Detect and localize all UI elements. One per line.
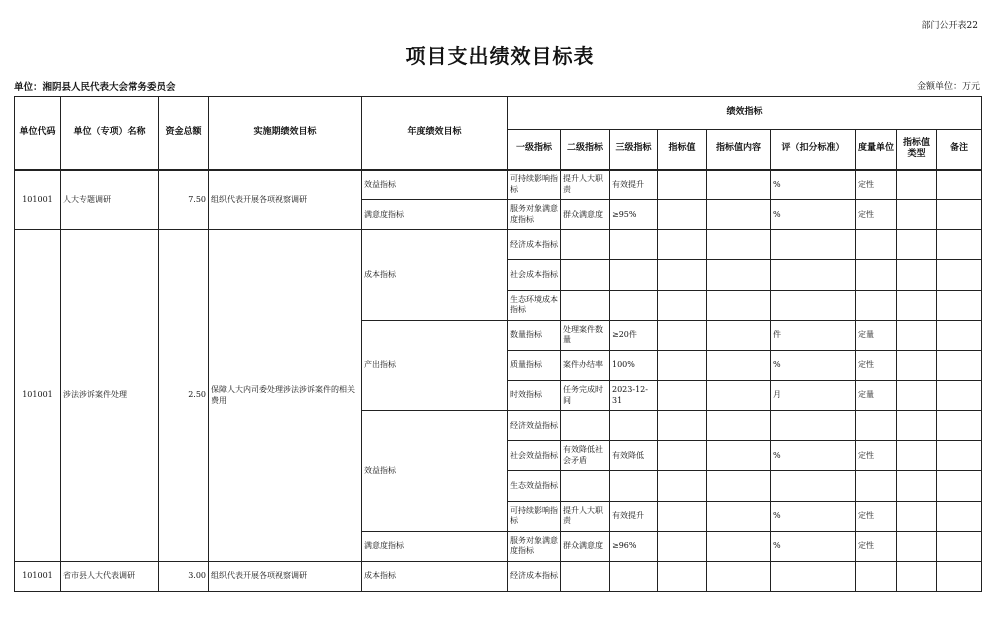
ind-value-content-cell xyxy=(707,350,771,380)
score-standard-cell: % xyxy=(771,350,856,380)
score-standard-cell xyxy=(771,561,856,591)
level3-cell: 2023-12-31 xyxy=(610,380,658,410)
ind-value-cell xyxy=(658,531,707,561)
level1-cell: 经济成本指标 xyxy=(508,561,561,591)
table-number-label: 部门公开表22 xyxy=(921,21,978,31)
indicator-type-cell: 定量 xyxy=(856,320,897,350)
col-measure-unit: 度量单位 xyxy=(856,130,897,170)
col-level2: 二级指标 xyxy=(561,130,610,170)
remark-cell xyxy=(937,170,982,200)
fund-total-cell: 7.50 xyxy=(159,170,209,230)
score-standard-cell: % xyxy=(771,170,856,200)
measure-cell xyxy=(897,230,937,260)
remark-cell xyxy=(937,230,982,260)
remark-cell xyxy=(937,471,982,501)
period-goal-cell: 组织代表开展各项视察调研 xyxy=(209,170,362,230)
level2-cell xyxy=(561,260,610,290)
level3-cell: ≥20件 xyxy=(610,320,658,350)
remark-cell xyxy=(937,501,982,531)
indicator-type-cell xyxy=(856,471,897,501)
level3-cell: ≥95% xyxy=(610,200,658,230)
level2-cell: 案件办结率 xyxy=(561,350,610,380)
col-unit-name: 单位（专项）名称 xyxy=(61,97,159,170)
level1-cell: 数量指标 xyxy=(508,320,561,350)
indicator-type-cell: 定性 xyxy=(856,531,897,561)
period-goal-cell: 组织代表开展各项视察调研 xyxy=(209,561,362,591)
score-standard-cell xyxy=(771,290,856,320)
level2-cell xyxy=(561,411,610,441)
indicator-type-cell: 定性 xyxy=(856,441,897,471)
score-standard-cell: % xyxy=(771,441,856,471)
measure-cell xyxy=(897,411,937,441)
remark-cell xyxy=(937,260,982,290)
ind-value-cell xyxy=(658,170,707,200)
measure-cell xyxy=(897,531,937,561)
remark-cell xyxy=(937,350,982,380)
level1-cell: 可持续影响指标 xyxy=(508,170,561,200)
annual-goal-cell: 成本指标 xyxy=(362,230,508,320)
col-unit-code: 单位代码 xyxy=(15,97,61,170)
level3-cell xyxy=(610,561,658,591)
col-fund-total: 资金总额 xyxy=(159,97,209,170)
level1-cell: 质量指标 xyxy=(508,350,561,380)
unit-code-cell: 101001 xyxy=(15,230,61,562)
col-indicator-type: 指标值类型 xyxy=(897,130,937,170)
ind-value-content-cell xyxy=(707,170,771,200)
level3-cell: 有效降低 xyxy=(610,441,658,471)
remark-cell xyxy=(937,561,982,591)
ind-value-content-cell xyxy=(707,411,771,441)
level3-cell: 有效提升 xyxy=(610,170,658,200)
score-standard-cell: % xyxy=(771,200,856,230)
level2-cell: 处理案件数量 xyxy=(561,320,610,350)
level2-cell xyxy=(561,230,610,260)
indicator-type-cell xyxy=(856,561,897,591)
annual-goal-cell: 成本指标 xyxy=(362,561,508,591)
table-row xyxy=(15,230,982,260)
indicator-type-cell: 定性 xyxy=(856,200,897,230)
remark-cell xyxy=(937,531,982,561)
ind-value-content-cell xyxy=(707,441,771,471)
table-header xyxy=(15,97,982,170)
remark-cell xyxy=(937,380,982,410)
ind-value-content-cell xyxy=(707,380,771,410)
col-level3: 三级指标 xyxy=(610,130,658,170)
unit-code-cell: 101001 xyxy=(15,170,61,230)
ind-value-content-cell xyxy=(707,501,771,531)
indicator-type-cell: 定性 xyxy=(856,350,897,380)
measure-cell xyxy=(897,380,937,410)
level3-cell: 100% xyxy=(610,350,658,380)
unit-name-cell: 人大专题调研 xyxy=(61,170,159,230)
level2-cell: 任务完成时间 xyxy=(561,380,610,410)
level1-cell: 可持续影响指标 xyxy=(508,501,561,531)
ind-value-content-cell xyxy=(707,531,771,561)
annual-goal-cell: 满意度指标 xyxy=(362,531,508,561)
ind-value-cell xyxy=(658,380,707,410)
annual-goal-cell: 产出指标 xyxy=(362,320,508,410)
level1-cell: 时效指标 xyxy=(508,380,561,410)
col-remark: 备注 xyxy=(937,130,982,170)
measure-cell xyxy=(897,501,937,531)
ind-value-content-cell xyxy=(707,260,771,290)
table-row xyxy=(15,561,982,591)
remark-cell xyxy=(937,290,982,320)
annual-goal-cell: 效益指标 xyxy=(362,411,508,532)
indicator-type-cell: 定性 xyxy=(856,501,897,531)
score-standard-cell: % xyxy=(771,531,856,561)
ind-value-cell xyxy=(658,320,707,350)
unit-name-cell: 涉法涉诉案件处理 xyxy=(61,230,159,562)
score-standard-cell xyxy=(771,411,856,441)
level2-cell xyxy=(561,290,610,320)
ind-value-content-cell xyxy=(707,320,771,350)
score-standard-cell xyxy=(771,260,856,290)
col-level1: 一级指标 xyxy=(508,130,561,170)
level1-cell: 服务对象满意度指标 xyxy=(508,531,561,561)
score-standard-cell: 月 xyxy=(771,380,856,410)
indicator-type-cell xyxy=(856,230,897,260)
unit-label: 单位：湘阴县人民代表大会常务委员会 xyxy=(14,82,176,93)
level1-cell: 经济效益指标 xyxy=(508,411,561,441)
col-score-standard: 评（扣分标准） xyxy=(771,130,856,170)
indicator-type-cell xyxy=(856,411,897,441)
ind-value-content-cell xyxy=(707,471,771,501)
level2-cell: 有效降低社会矛盾 xyxy=(561,441,610,471)
ind-value-cell xyxy=(658,350,707,380)
level2-cell: 群众满意度 xyxy=(561,531,610,561)
measure-cell xyxy=(897,200,937,230)
remark-cell xyxy=(937,200,982,230)
col-annual-goal: 年度绩效目标 xyxy=(362,97,508,170)
level2-cell xyxy=(561,471,610,501)
level1-cell: 社会效益指标 xyxy=(508,441,561,471)
ind-value-content-cell xyxy=(707,290,771,320)
level1-cell: 生态效益指标 xyxy=(508,471,561,501)
fund-total-cell: 2.50 xyxy=(159,230,209,562)
ind-value-cell xyxy=(658,290,707,320)
measure-cell xyxy=(897,471,937,501)
col-ind-value: 指标值 xyxy=(658,130,707,170)
ind-value-cell xyxy=(658,561,707,591)
level3-cell: 有效提升 xyxy=(610,501,658,531)
remark-cell xyxy=(937,320,982,350)
level3-cell xyxy=(610,230,658,260)
score-standard-cell xyxy=(771,230,856,260)
ind-value-cell xyxy=(658,441,707,471)
period-goal-cell: 保障人大内司委处理涉法涉诉案件的相关费用 xyxy=(209,230,362,562)
level1-cell: 生态环境成本指标 xyxy=(508,290,561,320)
measure-cell xyxy=(897,320,937,350)
unit-name-cell: 省市县人大代表调研 xyxy=(61,561,159,591)
measure-cell xyxy=(897,561,937,591)
col-ind-value-content: 指标值内容 xyxy=(707,130,771,170)
level1-cell: 服务对象满意度指标 xyxy=(508,200,561,230)
measure-cell xyxy=(897,260,937,290)
annual-goal-cell: 满意度指标 xyxy=(362,200,508,230)
indicator-type-cell: 定性 xyxy=(856,170,897,200)
score-standard-cell xyxy=(771,471,856,501)
score-standard-cell: 件 xyxy=(771,320,856,350)
currency-unit-label: 金额单位：万元 xyxy=(916,82,980,92)
level3-cell xyxy=(610,260,658,290)
remark-cell xyxy=(937,441,982,471)
measure-cell xyxy=(897,350,937,380)
ind-value-cell xyxy=(658,260,707,290)
remark-cell xyxy=(937,411,982,441)
table-row xyxy=(15,170,982,200)
level2-cell: 提升人大职责 xyxy=(561,170,610,200)
ind-value-cell xyxy=(658,471,707,501)
level1-cell: 经济成本指标 xyxy=(508,230,561,260)
level3-cell xyxy=(610,411,658,441)
measure-cell xyxy=(897,441,937,471)
unit-code-cell: 101001 xyxy=(15,561,61,591)
indicator-type-cell xyxy=(856,260,897,290)
level2-cell: 群众满意度 xyxy=(561,200,610,230)
indicator-type-cell: 定量 xyxy=(856,380,897,410)
level2-cell xyxy=(561,561,610,591)
ind-value-cell xyxy=(658,200,707,230)
annual-goal-cell: 效益指标 xyxy=(362,170,508,200)
ind-value-cell xyxy=(658,501,707,531)
col-period-goal: 实施期绩效目标 xyxy=(209,97,362,170)
ind-value-content-cell xyxy=(707,200,771,230)
level3-cell xyxy=(610,290,658,320)
level3-cell xyxy=(610,471,658,501)
ind-value-content-cell xyxy=(707,561,771,591)
fund-total-cell: 3.00 xyxy=(159,561,209,591)
indicator-type-cell xyxy=(856,290,897,320)
ind-value-content-cell xyxy=(707,230,771,260)
ind-value-cell xyxy=(658,230,707,260)
score-standard-cell: % xyxy=(771,501,856,531)
measure-cell xyxy=(897,170,937,200)
performance-target-table xyxy=(14,96,982,592)
level3-cell: ≥96% xyxy=(610,531,658,561)
col-perf-indicator: 绩效指标 xyxy=(508,97,982,130)
ind-value-cell xyxy=(658,411,707,441)
page-title: 项目支出绩效目标表 xyxy=(405,44,595,68)
measure-cell xyxy=(897,290,937,320)
level2-cell: 提升人大职责 xyxy=(561,501,610,531)
level1-cell: 社会成本指标 xyxy=(508,260,561,290)
